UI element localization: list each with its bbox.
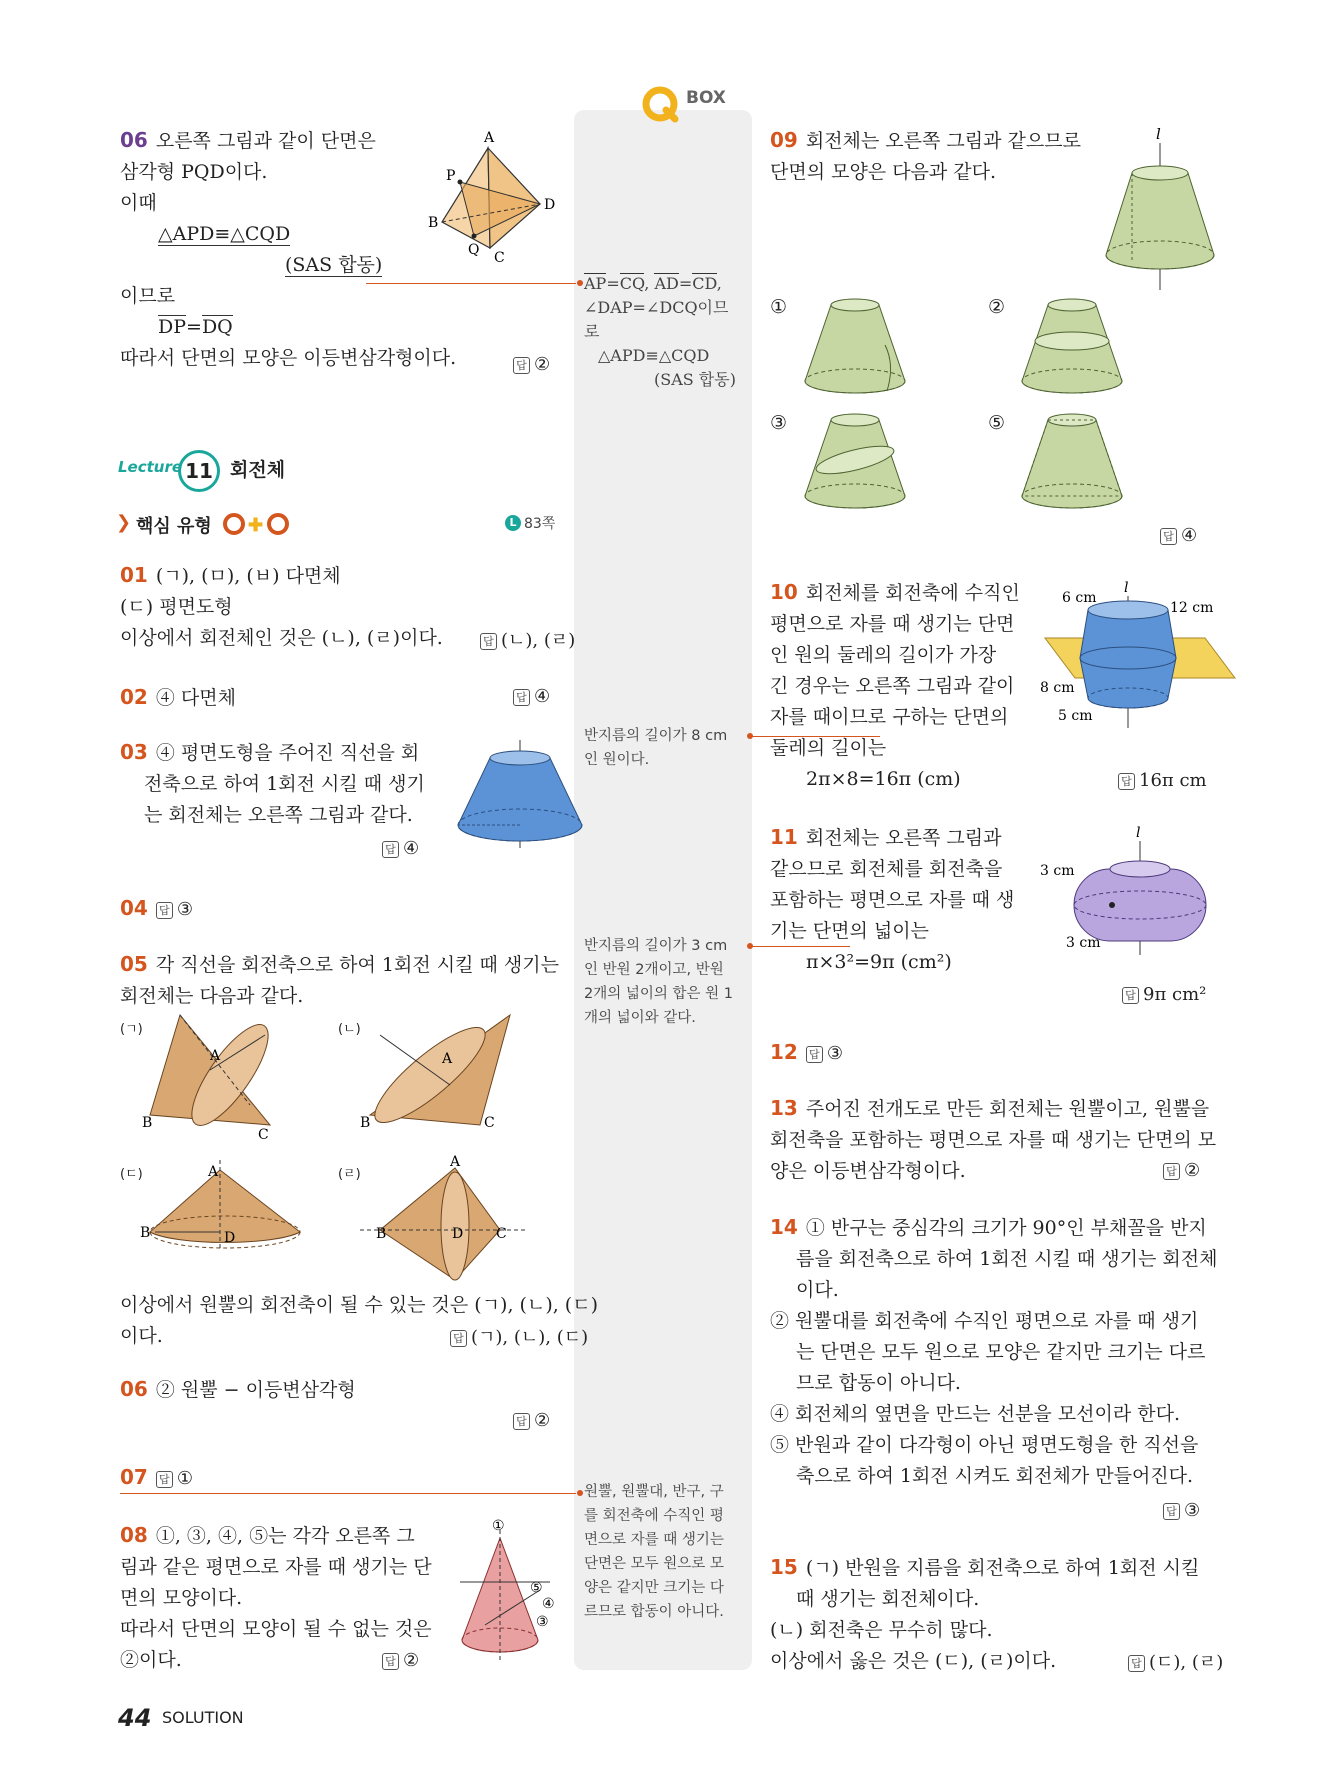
side-line: 르므로 합동이 아니다. (584, 1604, 724, 1620)
svg-text:A: A (442, 1051, 453, 1067)
q03-line: ④ 평면도형을 주어진 직선을 회 (155, 742, 420, 764)
svg-text:B: B (142, 1115, 153, 1131)
fig-label-Q: Q (468, 242, 480, 258)
q01-num: 01 (120, 563, 148, 587)
q11-line: 포함하는 평면으로 자를 때 생 (770, 889, 1015, 911)
q09-option-5: ⑤ (988, 412, 1006, 434)
q09-option-figure-5 (1012, 410, 1132, 520)
q11-block (770, 822, 1014, 978)
svg-text:6 cm: 6 cm (1062, 590, 1097, 606)
q09-answer: 답 ④ (1160, 525, 1197, 546)
q05-line: 각 직선을 회전축으로 하여 1회전 시킬 때 생기는 (155, 954, 559, 976)
svg-text:B: B (360, 1115, 371, 1131)
core-arrow-icon: ❯ (116, 512, 132, 533)
q02-answer: 답 ④ (513, 686, 550, 707)
q08-num: 08 (120, 1523, 148, 1547)
q09-line: 단면의 모양은 다음과 같다. (770, 161, 997, 183)
side-line: 반지름의 길이가 8 cm (584, 728, 728, 744)
q13-answer: 답 ② (1163, 1160, 1200, 1181)
q09-main-figure (1100, 125, 1220, 295)
fig-label-C: C (494, 250, 505, 266)
q14-line: 축으로 하여 1회전 시켜도 회전체가 만들어진다. (796, 1465, 1194, 1487)
q12-num: 12 (770, 1040, 798, 1064)
page-ref: 83쪽 (524, 516, 556, 532)
side-ad: AD (654, 274, 679, 293)
leader-line (366, 283, 576, 284)
q05-tag-c: (ㄷ) (120, 1167, 143, 1182)
q15-num: 15 (770, 1555, 798, 1579)
svg-text:④: ④ (542, 1596, 555, 1612)
side-line: 로 (584, 322, 600, 341)
side-line: 양은 같지만 크기는 다 (584, 1580, 724, 1596)
q05-line: 이상에서 원뿔의 회전축이 될 수 있는 것은 (ㄱ), (ㄴ), (ㄷ) (120, 1294, 598, 1316)
side-line: 인 원이다. (584, 752, 650, 768)
frustum-blue-figure (450, 740, 590, 850)
q11-line: 기는 단면의 넓이는 (770, 920, 929, 942)
q07-num: 07 (120, 1465, 148, 1489)
q11-line: 회전체는 오른쪽 그림과 (805, 827, 1002, 849)
svg-text:A: A (450, 1154, 461, 1170)
q10-answer: 답 16π cm (1118, 770, 1207, 791)
page-ref-badge: L (505, 515, 521, 531)
q14-num: 14 (770, 1215, 798, 1239)
q09-num: 09 (770, 128, 798, 152)
side-ap: AP (584, 274, 607, 293)
q05-tag-b: (ㄴ) (338, 1022, 361, 1037)
svg-text:B: B (140, 1225, 151, 1241)
side-line: (SAS 합동) (654, 370, 736, 389)
side-line: 개의 넓이와 같다. (584, 1010, 696, 1026)
q05-tag-a: (ㄱ) (120, 1022, 143, 1037)
q15-answer: 답 (ㄷ), (ㄹ) (1128, 1648, 1223, 1674)
q10-line: 회전체를 회전축에 수직인 (805, 582, 1020, 604)
q15-line: 이상에서 옳은 것은 (ㄷ), (ㄹ)이다. (770, 1650, 1057, 1672)
q06a-line: 이므로 (120, 285, 176, 307)
fig-label-D: D (544, 197, 556, 213)
svg-text:C: C (484, 1115, 495, 1131)
svg-text:3 cm: 3 cm (1066, 935, 1101, 951)
q06b-block (120, 1374, 356, 1406)
q09-option-2: ② (988, 296, 1006, 318)
q06a-line: 이때 (120, 192, 157, 214)
q10-line: 평면으로 자를 때 생기는 단면 (770, 613, 1015, 635)
q13-line: 회전축을 포함하는 평면으로 자를 때 생기는 단면의 모 (770, 1129, 1217, 1151)
q08-line: 따라서 단면의 모양이 될 수 없는 것은 (120, 1618, 432, 1640)
tetrahedron-figure (424, 130, 556, 266)
side-line: 를 회전축에 수직인 평 (584, 1508, 724, 1524)
q06a-answer: 답 ② (513, 354, 550, 375)
side-line: 원뿔, 원뿔대, 반구, 구 (584, 1484, 724, 1500)
svg-text:B: B (376, 1226, 387, 1242)
q06a-dq: DQ (201, 316, 233, 338)
q05-answer: 답 (ㄱ), (ㄴ), (ㄷ) (450, 1323, 588, 1349)
fig-label-P: P (446, 168, 456, 184)
side-sep: , (644, 274, 655, 293)
q04-answer: ③ (176, 899, 193, 920)
leader-dot (747, 733, 753, 739)
q10-line: 둘레의 길이는 (770, 737, 887, 759)
side-line: 2개의 넓이의 합은 원 1 (584, 986, 733, 1002)
q04-num: 04 (120, 896, 148, 920)
q10-figure (1040, 580, 1240, 730)
q03-line: 는 회전체는 오른쪽 그림과 같다. (144, 804, 413, 826)
svg-text:A: A (208, 1164, 219, 1180)
page-number: 44 (118, 1704, 152, 1732)
side-cd: CD (692, 274, 717, 293)
q12-block: 12 답 ③ (770, 1040, 843, 1064)
side-line: 반지름의 길이가 3 cm (584, 938, 728, 954)
q10-line: 긴 경우는 오른쪽 그림과 같이 (770, 675, 1015, 697)
svg-text:l: l (1124, 580, 1129, 596)
q10-num: 10 (770, 580, 798, 604)
q08-line: ①, ③, ④, ⑤는 각각 오른쪽 그 (155, 1525, 415, 1547)
q06a-line: 오른쪽 그림과 같이 단면은 (155, 130, 376, 152)
q05-tag-d: (ㄹ) (338, 1167, 361, 1182)
side-note-2 (584, 724, 727, 772)
q07-answer: ① (176, 1468, 193, 1489)
q04-block: 04 답 ③ (120, 896, 193, 920)
svg-text:8 cm: 8 cm (1040, 680, 1075, 696)
q05-figure-d (360, 1154, 530, 1290)
leader-line (120, 1493, 576, 1494)
q05-num: 05 (120, 952, 148, 976)
side-eq-sign: = (606, 274, 620, 293)
side-cq: CQ (619, 274, 645, 293)
side-eq-sign: = (678, 274, 693, 293)
q08-line: 면의 모양이다. (120, 1587, 243, 1609)
q12-answer: ③ (826, 1043, 843, 1064)
q09-option-3: ③ (770, 412, 788, 434)
q06a-eq1: △APD≡△CQD (158, 223, 291, 245)
q14-answer: 답 ③ (1163, 1500, 1200, 1521)
q13-line: 양은 이등변삼각형이다. (770, 1160, 966, 1182)
q15-line: (ㄱ) 반원을 지름을 회전축으로 하여 1회전 시킬 (805, 1557, 1200, 1579)
lecture-title: 회전체 (230, 459, 286, 481)
q01-block (120, 560, 443, 654)
svg-text:A: A (210, 1048, 221, 1064)
svg-text:l: l (1156, 125, 1161, 143)
q05-line: 이다. (120, 1325, 163, 1347)
q15-line: (ㄴ) 회전축은 무수히 많다. (770, 1619, 993, 1641)
q09-option-figure-2 (1012, 295, 1132, 405)
q03-line: 전축으로 하여 1회전 시킬 때 생기 (144, 773, 425, 795)
side-line: 단면은 모두 원으로 모 (584, 1556, 724, 1572)
q09-option-figure-3 (795, 410, 915, 520)
q11-answer: 답 9π cm² (1122, 984, 1206, 1005)
svg-text:l: l (1136, 825, 1141, 841)
q07-block: 07 답 ① (120, 1465, 193, 1489)
q03-answer: 답 ④ (382, 838, 419, 859)
q13-num: 13 (770, 1096, 798, 1120)
side-note-3 (584, 934, 733, 1030)
svg-text:⑤: ⑤ (530, 1580, 543, 1596)
q05-block (120, 949, 559, 1012)
q08-line: ②이다. (120, 1649, 182, 1671)
q13-line: 주어진 전개도로 만든 회전체는 원뿔이고, 원뿔을 (805, 1098, 1210, 1120)
q14-block (770, 1212, 1217, 1492)
q06a-eq-sign: = (186, 316, 202, 338)
q06b-answer: 답 ② (513, 1410, 550, 1431)
box-label: BOX (686, 88, 726, 108)
side-line: ∠DAP=∠DCQ이므 (584, 298, 729, 317)
leader-dot (577, 280, 583, 286)
fig-label-B: B (428, 215, 439, 231)
q14-line: ⑤ 반원과 같이 다각형이 아닌 평면도형을 한 직선을 (770, 1434, 1199, 1456)
q10-block (770, 577, 1020, 795)
q14-line: ① 반구는 중심각의 크기가 90°인 부채꼴을 반지 (805, 1217, 1207, 1239)
q13-block (770, 1093, 1216, 1187)
q14-line: 이다. (796, 1279, 839, 1301)
q14-line: ④ 회전체의 옆면을 만드는 선분을 모선이라 한다. (770, 1403, 1181, 1425)
q11-num: 11 (770, 825, 798, 849)
svg-text:C: C (496, 1226, 507, 1242)
q02-block (120, 682, 236, 714)
q10-line: 자를 때이므로 구하는 단면의 (770, 706, 1009, 728)
q05-figure-a (140, 1015, 300, 1145)
side-note-1 (584, 272, 736, 392)
footer-label: SOLUTION (162, 1708, 244, 1727)
q10-formula: 2π×8=16π (cm) (806, 768, 961, 790)
q-plus-q-icon (222, 510, 302, 540)
q08-line: 림과 같은 평면으로 자를 때 생기는 단 (120, 1556, 432, 1578)
q01-line: 이상에서 회전체인 것은 (ㄴ), (ㄹ)이다. (120, 627, 443, 649)
q09-option-1: ① (770, 296, 788, 318)
fig-label-A: A (484, 130, 495, 146)
q09-option-figure-1 (795, 295, 915, 405)
svg-text:③: ③ (536, 1614, 549, 1630)
q06b-text: ② 원뿔 − 이등변삼각형 (155, 1379, 356, 1401)
q05-line: 회전체는 다음과 같다. (120, 985, 304, 1007)
svg-text:①: ① (492, 1518, 505, 1534)
q06a-num: 06 (120, 128, 148, 152)
q15-line: 때 생기는 회전체이다. (796, 1588, 980, 1610)
side-note-4 (584, 1480, 724, 1624)
side-line: 인 반원 2개이고, 반원 (584, 962, 724, 978)
q09-block (770, 125, 1081, 188)
lecture-tag: Lecture (118, 458, 183, 476)
q08-answer: 답 ② (382, 1650, 419, 1671)
q11-line: 같으므로 회전체를 회전축을 (770, 858, 1003, 880)
q03-block (120, 737, 425, 831)
q02-num: 02 (120, 685, 148, 709)
q14-line: 는 단면은 모두 원으로 모양은 같지만 크기는 다르 (796, 1341, 1206, 1363)
q-box-icon (640, 84, 680, 124)
core-title: 핵심 유형 (136, 516, 212, 537)
q09-line: 회전체는 오른쪽 그림과 같으므로 (805, 130, 1081, 152)
q06a-block (120, 125, 456, 374)
cone-section-figure (440, 1520, 570, 1670)
side-sep: , (716, 274, 722, 293)
q06a-line: 삼각형 PQD이다. (120, 161, 268, 183)
q06a-dp: DP (158, 316, 187, 338)
leader-dot (747, 943, 753, 949)
q02-text: ④ 다면체 (155, 687, 236, 709)
lecture-number: 11 (178, 450, 220, 492)
q01-line: (ㄷ) 평면도형 (120, 596, 233, 618)
q03-num: 03 (120, 740, 148, 764)
svg-text:D: D (452, 1226, 464, 1242)
svg-text:12 cm: 12 cm (1170, 600, 1214, 616)
q14-line: ② 원뿔대를 회전축에 수직인 평면으로 자를 때 생기 (770, 1310, 1199, 1332)
q14-line: 므로 합동이 아니다. (796, 1372, 961, 1394)
q06a-conclusion: 따라서 단면의 모양은 이등변삼각형이다. (120, 347, 457, 369)
q14-line: 름을 회전축으로 하여 1회전 시킬 때 생기는 회전체 (796, 1248, 1218, 1270)
q06a-eq1-reason: (SAS 합동) (285, 254, 383, 276)
side-line: △APD≡△CQD (598, 346, 710, 365)
leader-dot (577, 1490, 583, 1496)
q01-answer: 답 (ㄴ), (ㄹ) (480, 626, 575, 652)
q05-figure-c (140, 1160, 310, 1270)
q06b-num: 06 (120, 1377, 148, 1401)
q05-figure-b (360, 1015, 530, 1145)
svg-text:D: D (224, 1230, 236, 1246)
q10-line: 인 원의 둘레의 길이가 가장 (770, 644, 997, 666)
svg-text:5 cm: 5 cm (1058, 708, 1093, 724)
q01-line: (ㄱ), (ㅁ), (ㅂ) 다면체 (155, 565, 341, 587)
svg-text:3 cm: 3 cm (1040, 863, 1075, 879)
svg-text:✚: ✚ (248, 515, 264, 536)
q11-formula: π×3²=9π (cm²) (806, 951, 952, 973)
svg-text:C: C (258, 1127, 269, 1143)
q11-figure (1040, 825, 1240, 965)
side-line: 면으로 자를 때 생기는 (584, 1532, 724, 1548)
